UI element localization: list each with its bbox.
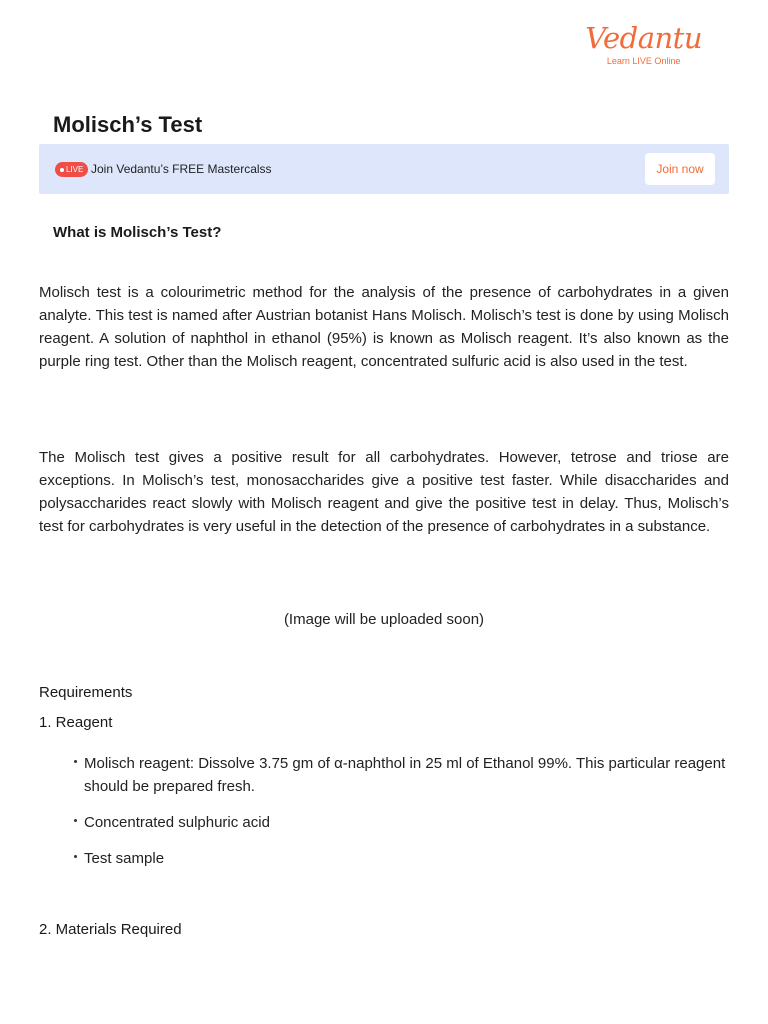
list-item [74,811,734,834]
vedantu-logo[interactable] [585,22,702,66]
list-item-text: Molisch reagent: Dissolve 3.75 gm of α-naphthol in 25 ml of Ethanol 99%. This particular reagent should be prepared fresh. [84,755,726,795]
section-heading: What is Molisch’s Test? [53,224,222,241]
list-item-text: Test sample [84,850,165,867]
requirements-heading: Requirements [39,684,133,701]
bullet-icon [74,760,77,763]
image-placeholder-note: (Image will be uploaded soon) [283,611,485,628]
bullet-icon [74,855,77,858]
logo-tagline: Learn LIVE Online [606,56,681,66]
paragraph-intro: Molisch test is a colourimetric method for the analysis of the presence of carbohydrates in a given analyte. This test is named after Austrian botanist Hans Molisch. Molisch’s test is done by using Molisch reagent. A solution of naphthol in ethanol (95%) is known as Molisch reagent. It’s also known as the purple ring test. Other than the Molisch reagent, concentrated sulfuric acid is also used in the test. [39,284,729,370]
paragraph-results: The Molisch test gives a positive result for all carbohydrates. However, tetrose and triose are exceptions. In Molisch’s test, monosaccharides give a positive test faster. While disaccharides and polysaccharides react slowly with Molisch reagent and give the positive test in delay. Thus, Molisch’s test for carbohydrates is very useful in the detection of the presence of carbohydrates in a substance. [39,449,729,535]
page-title: Molisch’s Test [53,112,203,137]
reagent-list [74,752,734,883]
live-dot-icon [60,168,64,172]
list-item-text: Concentrated sulphuric acid [84,814,270,831]
live-badge [55,162,88,177]
materials-heading: 2. Materials Required [39,921,182,938]
list-item [74,752,734,798]
join-now-button[interactable]: Join now [645,153,715,185]
logo-wordmark: Vedantu [585,21,702,55]
banner-text: Join Vedantu’s FREE Mastercalss [91,162,272,176]
bullet-icon [74,819,77,822]
reagent-heading: 1. Reagent [39,714,113,731]
live-badge-label: LIVE [66,165,84,174]
list-item [74,847,734,870]
masterclass-banner [39,144,729,194]
